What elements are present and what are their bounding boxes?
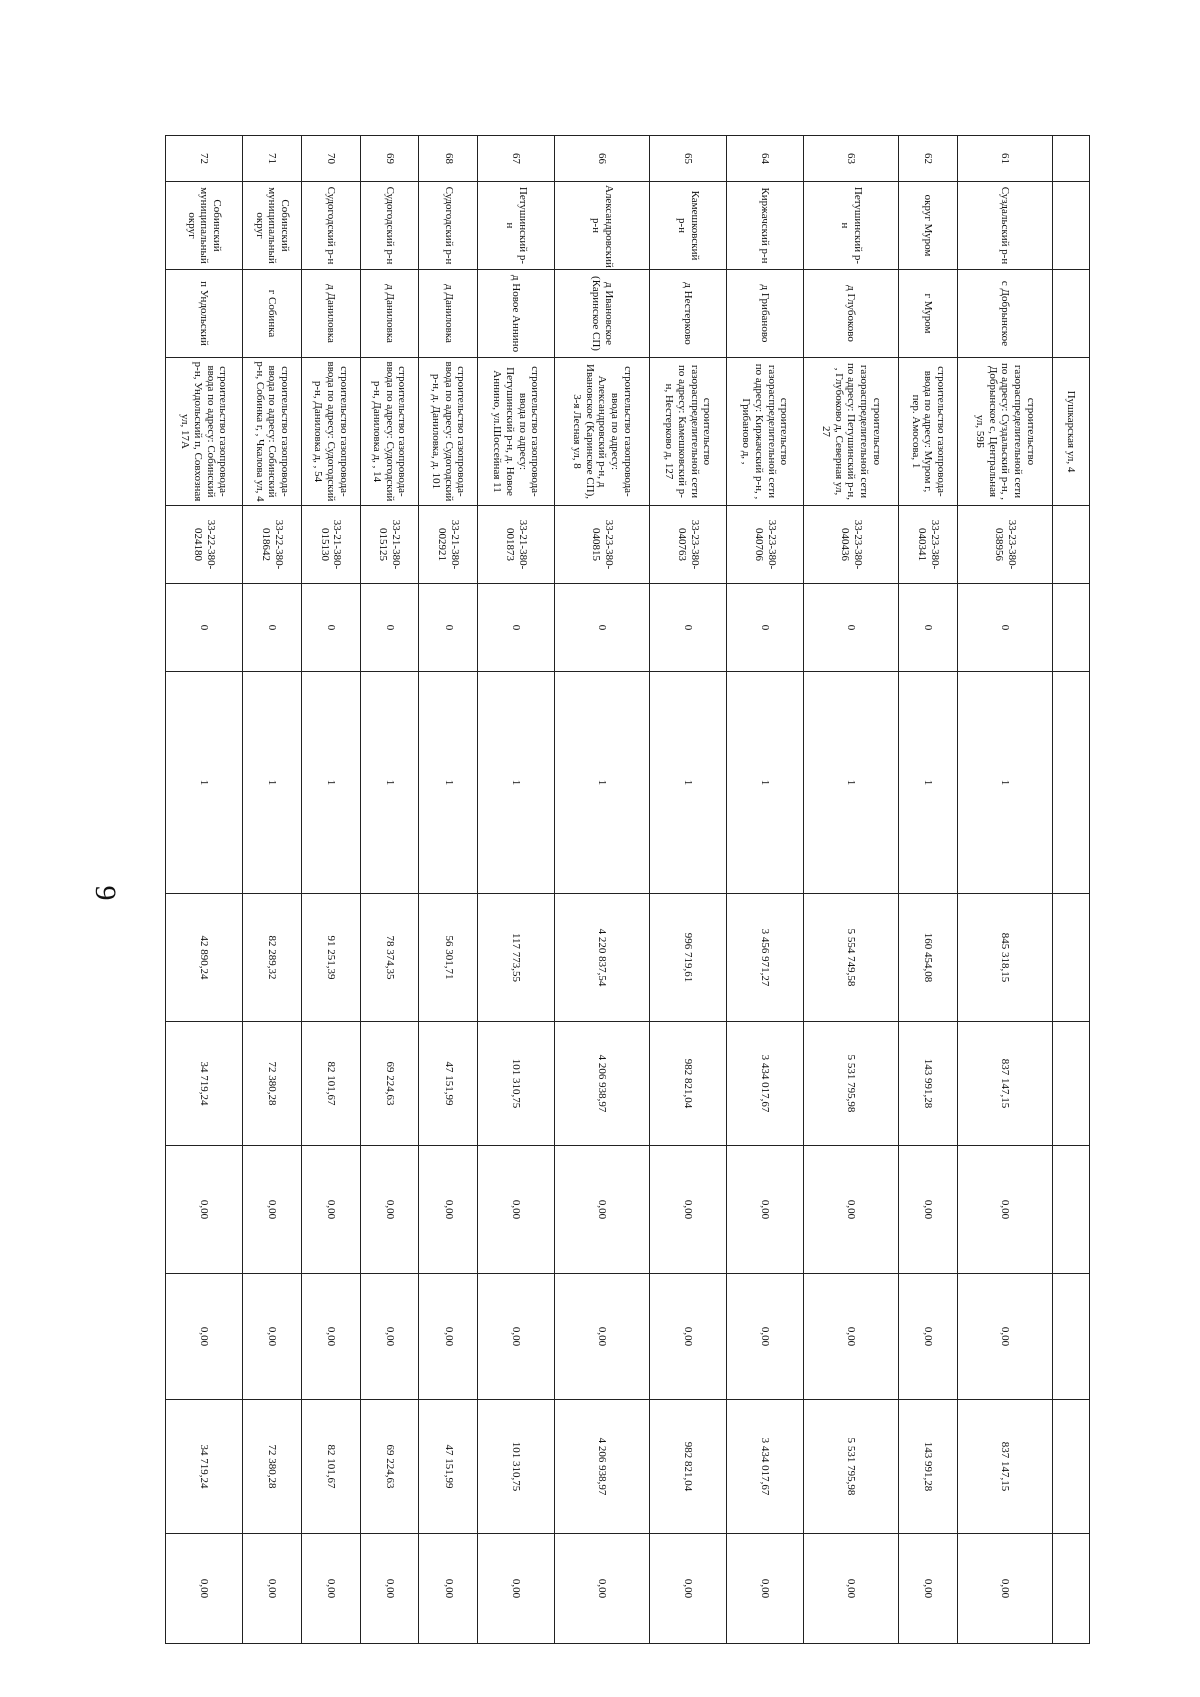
cell-v2: [1053, 1022, 1090, 1146]
cell-v1: 78 374,35: [360, 894, 419, 1022]
cell-v5: 837 147,15: [957, 1400, 1052, 1534]
cell-num: 70: [301, 136, 360, 182]
cell-v4: 0,00: [555, 1274, 650, 1400]
cell-locality: д Грибаново: [727, 270, 804, 358]
cell-v3: 0,00: [650, 1146, 727, 1274]
cell-c7: 1: [301, 672, 360, 894]
cell-num: 61: [957, 136, 1052, 182]
cell-c6: 0: [804, 584, 899, 672]
cell-v5: 4 206 938,97: [555, 1400, 650, 1534]
cell-v1: 117 773,55: [478, 894, 555, 1022]
cell-v4: 0,00: [804, 1274, 899, 1400]
cell-v4: 0,00: [360, 1274, 419, 1400]
cell-v6: 0,00: [419, 1534, 478, 1644]
cell-v6: 0,00: [243, 1534, 302, 1644]
cell-v6: 0,00: [360, 1534, 419, 1644]
cell-v4: 0,00: [478, 1274, 555, 1400]
cell-v2: 982 821,04: [650, 1022, 727, 1146]
cell-v2: 4 206 938,97: [555, 1022, 650, 1146]
table-row: [1053, 136, 1090, 1644]
cell-c7: 1: [727, 672, 804, 894]
cell-v1: 5 554 749,58: [804, 894, 899, 1022]
cell-v3: 0,00: [243, 1146, 302, 1274]
cell-v5: [1053, 1400, 1090, 1534]
cell-c7: 1: [478, 672, 555, 894]
cell-v6: 0,00: [957, 1534, 1052, 1644]
cell-v6: 0,00: [478, 1534, 555, 1644]
cell-locality: д Даниловка: [419, 270, 478, 358]
cell-c6: 0: [727, 584, 804, 672]
cell-v1: 91 251,39: [301, 894, 360, 1022]
cell-c6: 0: [166, 584, 243, 672]
cell-description: строительство газораспределительной сети по адресу: Киржачский р-н, , Грибаново д, ,: [727, 358, 804, 506]
cell-num: 68: [419, 136, 478, 182]
cell-description: строительство газопровода-ввода по адресу: Петушинский р-н, д. Новое Аннино, ул.Шоссейная 11: [478, 358, 555, 506]
cell-v2: 101 310,75: [478, 1022, 555, 1146]
cell-v3: 0,00: [727, 1146, 804, 1274]
cell-v5: 5 531 795,98: [804, 1400, 899, 1534]
cell-v2: 82 101,67: [301, 1022, 360, 1146]
cell-v3: 0,00: [419, 1146, 478, 1274]
cell-v5: 3 434 017,67: [727, 1400, 804, 1534]
cell-v6: 0,00: [650, 1534, 727, 1644]
table-row: [166, 136, 243, 1644]
cell-district: Собинский муниципальный округ: [243, 182, 302, 270]
cell-v2: 34 719,24: [166, 1022, 243, 1146]
cell-c7: 1: [804, 672, 899, 894]
cell-c7: 1: [899, 672, 958, 894]
cell-locality: д Даниловка: [360, 270, 419, 358]
cell-v6: 0,00: [555, 1534, 650, 1644]
cell-locality: г Муром: [899, 270, 958, 358]
cell-cadastral: 33-22-380-018642: [243, 506, 302, 584]
cell-locality: д Ивановское (Каринское СП): [555, 270, 650, 358]
cell-v2: 3 434 017,67: [727, 1022, 804, 1146]
cell-v6: [1053, 1534, 1090, 1644]
cell-v5: 34 719,24: [166, 1400, 243, 1534]
table-row: [360, 136, 419, 1644]
cell-v4: 0,00: [166, 1274, 243, 1400]
cell-cadastral: 33-23-380-040436: [804, 506, 899, 584]
cell-description: строительство газораспределительной сети по адресу: Суздальский р-н, , Добрынское с, Центральная ул, 59Б: [957, 358, 1052, 506]
cell-c6: 0: [899, 584, 958, 672]
cell-description: строительство газопровода-ввода по адресу: Александровский р-н, д Ивановское (Каринское СП), 3-я Лесная ул, 8: [555, 358, 650, 506]
cell-v4: 0,00: [899, 1274, 958, 1400]
cell-v2: 47 151,99: [419, 1022, 478, 1146]
cell-district: Судогодский р-н: [419, 182, 478, 270]
cell-cadastral: 33-21-380-002921: [419, 506, 478, 584]
table-row: [957, 136, 1052, 1644]
cell-num: 72: [166, 136, 243, 182]
cell-cadastral: 33-22-380-024180: [166, 506, 243, 584]
cell-c6: 0: [360, 584, 419, 672]
cell-v1: 845 318,15: [957, 894, 1052, 1022]
cell-v1: 4 220 837,54: [555, 894, 650, 1022]
cell-description: Пушкарская ул, 4: [1053, 358, 1090, 506]
cell-locality: [1053, 270, 1090, 358]
cell-v3: 0,00: [555, 1146, 650, 1274]
cell-v2: 69 224,63: [360, 1022, 419, 1146]
cell-v4: 0,00: [419, 1274, 478, 1400]
cell-cadastral: 33-23-380-038956: [957, 506, 1052, 584]
cell-num: [1053, 136, 1090, 182]
cell-num: 69: [360, 136, 419, 182]
cell-v6: 0,00: [727, 1534, 804, 1644]
cell-district: Судогодский р-н: [360, 182, 419, 270]
table-wrapper: [165, 135, 1090, 1599]
cell-num: 62: [899, 136, 958, 182]
cell-v4: 0,00: [957, 1274, 1052, 1400]
cell-v2: 837 147,15: [957, 1022, 1052, 1146]
table-row: [804, 136, 899, 1644]
cell-locality: д Даниловка: [301, 270, 360, 358]
cell-c6: [1053, 584, 1090, 672]
cell-district: Петушинский р-н: [478, 182, 555, 270]
table-row: [650, 136, 727, 1644]
cell-district: Судогодский р-н: [301, 182, 360, 270]
cell-v6: 0,00: [166, 1534, 243, 1644]
cell-v4: 0,00: [301, 1274, 360, 1400]
cell-v4: 0,00: [650, 1274, 727, 1400]
rotated-table-container: [165, 135, 1090, 1599]
cell-v4: 0,00: [727, 1274, 804, 1400]
cell-v3: 0,00: [478, 1146, 555, 1274]
cell-district: Киржачский р-н: [727, 182, 804, 270]
cell-c7: 1: [243, 672, 302, 894]
cell-v2: 143 991,28: [899, 1022, 958, 1146]
cell-v5: 47 151,99: [419, 1400, 478, 1534]
table-row: [243, 136, 302, 1644]
cell-description: строительство газопровода-ввода по адресу: Судогодский р-н, Даниловка д, , 14: [360, 358, 419, 506]
cell-c7: 1: [419, 672, 478, 894]
cell-c7: 1: [360, 672, 419, 894]
cell-v1: 996 719,61: [650, 894, 727, 1022]
cell-v5: 982 821,04: [650, 1400, 727, 1534]
cell-v5: 143 991,28: [899, 1400, 958, 1534]
cell-cadastral: 33-23-380-040341: [899, 506, 958, 584]
cell-cadastral: 33-21-380-001873: [478, 506, 555, 584]
cell-v6: 0,00: [804, 1534, 899, 1644]
cell-v3: 0,00: [301, 1146, 360, 1274]
cell-num: 65: [650, 136, 727, 182]
cell-num: 66: [555, 136, 650, 182]
cell-v1: 56 301,71: [419, 894, 478, 1022]
cell-v1: [1053, 894, 1090, 1022]
table-row: [301, 136, 360, 1644]
cell-v3: 0,00: [360, 1146, 419, 1274]
cell-v4: [1053, 1274, 1090, 1400]
cell-c6: 0: [650, 584, 727, 672]
cell-c6: 0: [555, 584, 650, 672]
cell-c6: 0: [419, 584, 478, 672]
cell-c7: 1: [957, 672, 1052, 894]
cell-v2: 5 531 795,98: [804, 1022, 899, 1146]
cell-v6: 0,00: [899, 1534, 958, 1644]
cell-description: строительство газораспределительной сети по адресу: Камешковский р-н, Нестерково д, 127: [650, 358, 727, 506]
table-row: [419, 136, 478, 1644]
cell-locality: г Собинка: [243, 270, 302, 358]
cell-c7: 1: [650, 672, 727, 894]
cell-district: Суздальский р-н: [957, 182, 1052, 270]
cell-v4: 0,00: [243, 1274, 302, 1400]
cell-num: 67: [478, 136, 555, 182]
table-row: [555, 136, 650, 1644]
cell-num: 64: [727, 136, 804, 182]
cell-district: [1053, 182, 1090, 270]
cell-v3: [1053, 1146, 1090, 1274]
cell-cadastral: 33-23-380-040763: [650, 506, 727, 584]
cell-v1: 82 289,32: [243, 894, 302, 1022]
cell-num: 63: [804, 136, 899, 182]
cell-c7: 1: [555, 672, 650, 894]
cell-v5: 69 224,63: [360, 1400, 419, 1534]
cell-locality: д Глубоково: [804, 270, 899, 358]
cell-c7: [1053, 672, 1090, 894]
cell-description: строительство газопровода-ввода по адресу: Собинский р-н, Собинка г, , Чкалова ул, 4: [243, 358, 302, 506]
cell-cadastral: 33-23-380-040815: [555, 506, 650, 584]
cell-v6: 0,00: [301, 1534, 360, 1644]
cell-district: Александровский р-н: [555, 182, 650, 270]
table-row: [899, 136, 958, 1644]
table-row: [478, 136, 555, 1644]
table-row: [727, 136, 804, 1644]
cell-cadastral: 33-21-380-015130: [301, 506, 360, 584]
cell-c6: 0: [301, 584, 360, 672]
cell-v3: 0,00: [804, 1146, 899, 1274]
page-number: 9: [89, 885, 122, 901]
cell-v2: 72 380,28: [243, 1022, 302, 1146]
cell-description: строительство газопровода-ввода по адресу: Судогодский р-н, Даниловка д, , 54: [301, 358, 360, 506]
cell-cadastral: [1053, 506, 1090, 584]
cell-district: Собинский муниципальный округ: [166, 182, 243, 270]
cell-district: Камешковский р-н: [650, 182, 727, 270]
cell-locality: с Добрынское: [957, 270, 1052, 358]
cell-c7: 1: [166, 672, 243, 894]
cell-v3: 0,00: [957, 1146, 1052, 1274]
cell-c6: 0: [243, 584, 302, 672]
cell-locality: д Новое Аннино: [478, 270, 555, 358]
cell-v1: 3 456 971,27: [727, 894, 804, 1022]
cell-num: 71: [243, 136, 302, 182]
cell-district: округ Муром: [899, 182, 958, 270]
cell-v5: 72 380,28: [243, 1400, 302, 1534]
data-table: [165, 135, 1090, 1644]
cell-v1: 42 890,24: [166, 894, 243, 1022]
cell-description: строительство газопровода-ввода по адресу: Муром г, пер. Амосова, 1: [899, 358, 958, 506]
cell-locality: д Нестерково: [650, 270, 727, 358]
cell-c6: 0: [957, 584, 1052, 672]
cell-v3: 0,00: [166, 1146, 243, 1274]
cell-cadastral: 33-23-380-040706: [727, 506, 804, 584]
cell-description: строительство газопровода-ввода по адресу: Собинский р-н, Ундольский п, Совхозная ул, 17А: [166, 358, 243, 506]
cell-district: Петушинский р-н: [804, 182, 899, 270]
cell-v5: 101 310,75: [478, 1400, 555, 1534]
cell-description: строительство газопровода-ввода по адресу: Судогодский р-н, д. Даниловка, д. 101: [419, 358, 478, 506]
cell-v1: 160 454,08: [899, 894, 958, 1022]
cell-v3: 0,00: [899, 1146, 958, 1274]
cell-v5: 82 101,67: [301, 1400, 360, 1534]
cell-c6: 0: [478, 584, 555, 672]
cell-cadastral: 33-21-380-015125: [360, 506, 419, 584]
cell-locality: п Ундольский: [166, 270, 243, 358]
cell-description: строительство газораспределительной сети по адресу: Петушинский р-н, , Глубоково д, Северная ул, 27: [804, 358, 899, 506]
